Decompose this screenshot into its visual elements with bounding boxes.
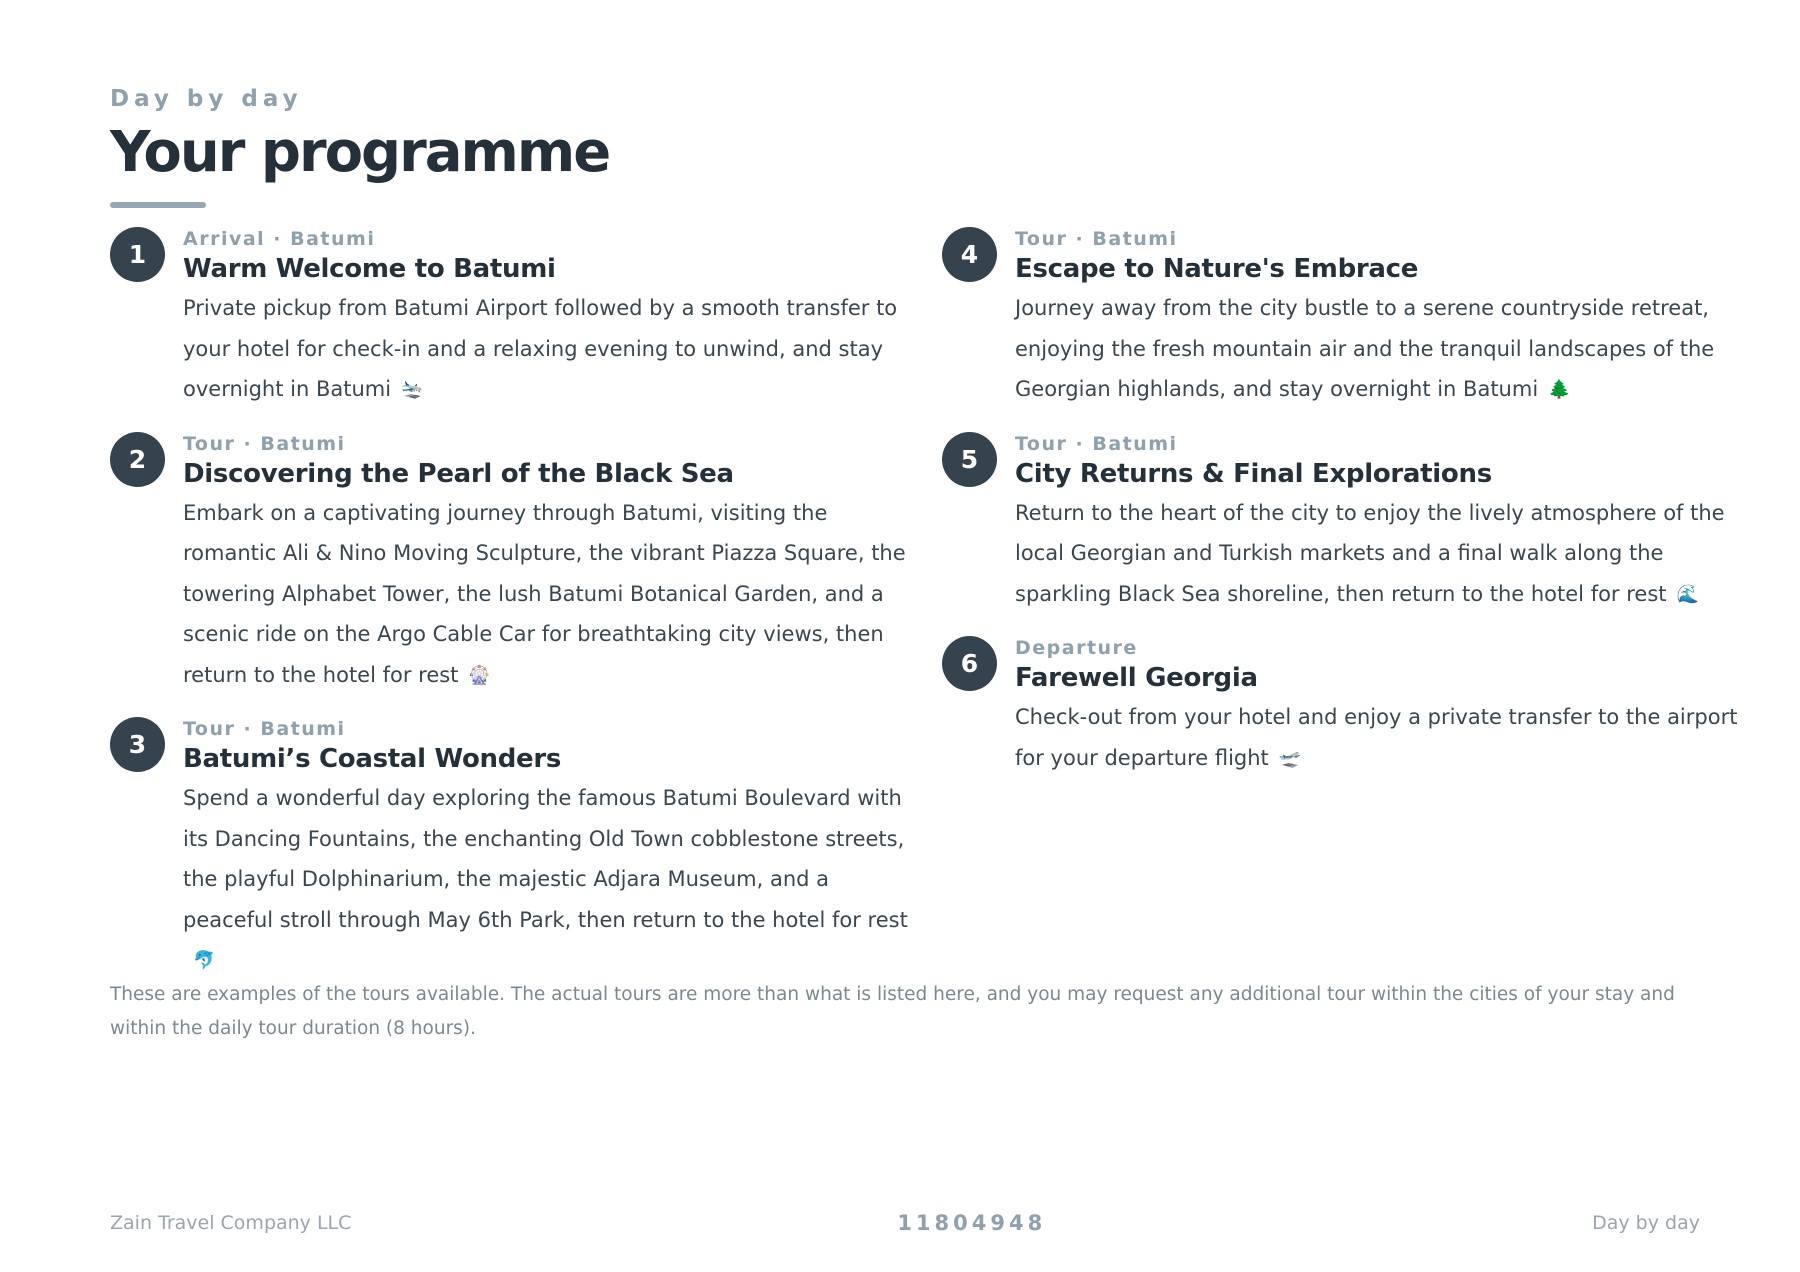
page-footer — [110, 1208, 1700, 1238]
section-eyebrow: Day by day — [110, 86, 303, 112]
day-description — [1015, 288, 1742, 411]
footer-section-name: Day by day — [1592, 1212, 1700, 1234]
day-tag: Departure — [1015, 637, 1138, 659]
day-number-badge: 6 — [942, 636, 997, 691]
day-description — [1015, 493, 1742, 616]
day-description — [183, 778, 910, 982]
title-underline — [110, 202, 206, 208]
day-item-3 — [110, 716, 910, 982]
ferris-wheel-icon: 🎡 — [468, 664, 491, 686]
day-item-5 — [942, 431, 1742, 616]
itinerary-column-right — [942, 226, 1742, 799]
day-number-badge: 2 — [110, 432, 165, 487]
day-description — [1015, 697, 1742, 779]
day-number-badge: 1 — [110, 227, 165, 282]
day-number-badge: 3 — [110, 717, 165, 772]
day-description-text: Embark on a captivating journey through Batumi, visiting the romantic Ali & Nino Moving Sculpture, the vibrant Piazza Square, the towering Alphabet Tower, the lush Batumi Botanical Garden, and a scenic ride on the Argo Cable Car for breathtaking city views, then return to the hotel for rest — [183, 500, 906, 687]
day-description-text: Private pickup from Batumi Airport followed by a smooth transfer to your hotel for check-in and a relaxing evening to unwind, and stay overnight in Batumi — [183, 296, 898, 401]
day-title: Farewell Georgia — [1015, 663, 1258, 693]
evergreen-tree-icon: 🌲 — [1548, 379, 1571, 400]
airplane-arrival-icon: 🛬 — [401, 379, 424, 400]
tours-disclaimer-note: These are examples of the tours available. The actual tours are more than what is listed here, and you may request any additional tour within the cities of your stay and within the daily tour duration (8 hours). — [110, 984, 1675, 1039]
day-tag: Tour · Batumi — [1015, 228, 1178, 250]
day-description-text: Spend a wonderful day exploring the famous Batumi Boulevard with its Dancing Fountains, the enchanting Old Town cobblestone streets, the playful Dolphinarium, the majestic Adjara Museum, and a peaceful stroll through May 6th Park, then return to the hotel for rest — [183, 786, 908, 932]
wave-icon: 🌊 — [1676, 583, 1699, 605]
footer-company-name: Zain Travel Company LLC — [110, 1212, 352, 1234]
day-number-badge: 5 — [942, 432, 997, 487]
day-item-4 — [942, 226, 1742, 411]
day-description-text: Check-out from your hotel and enjoy a private transfer to the airport for your departure flight — [1015, 705, 1738, 770]
day-description — [183, 288, 910, 411]
footer-reference-number: 11804948 — [897, 1211, 1047, 1235]
day-description — [183, 493, 910, 697]
day-tag: Arrival · Batumi — [183, 228, 376, 250]
day-item-2 — [110, 431, 910, 697]
airplane-departure-icon: 🛫 — [1278, 747, 1302, 769]
itinerary-column-left — [110, 226, 910, 1002]
day-tag: Tour · Batumi — [1015, 432, 1178, 455]
day-title: Batumi’s Coastal Wonders — [183, 744, 562, 774]
day-tag: Tour · Batumi — [183, 718, 346, 740]
day-title: City Returns & Final Explorations — [1015, 458, 1492, 489]
day-description-text: Return to the heart of the city to enjoy the lively atmosphere of the local Georgian and Turkish markets and a final walk along the sparkling Black Sea shoreline, then return to the hotel for rest — [1015, 500, 1725, 606]
day-tag: Tour · Batumi — [183, 432, 346, 455]
day-title: Warm Welcome to Batumi — [183, 254, 556, 284]
day-description-text: Journey away from the city bustle to a serene countryside retreat, enjoying the fresh mountain air and the tranquil landscapes of the Georgian highlands, and stay overnight in Batumi — [1015, 296, 1715, 401]
dolphin-icon: 🐬 — [193, 950, 216, 971]
day-title: Escape to Nature's Embrace — [1015, 254, 1419, 284]
day-item-6 — [942, 635, 1742, 779]
day-number-badge: 4 — [942, 227, 997, 282]
day-item-1 — [110, 226, 910, 411]
page-title: Your programme — [110, 120, 610, 185]
page-header — [110, 84, 1010, 208]
day-title: Discovering the Pearl of the Black Sea — [183, 458, 734, 489]
